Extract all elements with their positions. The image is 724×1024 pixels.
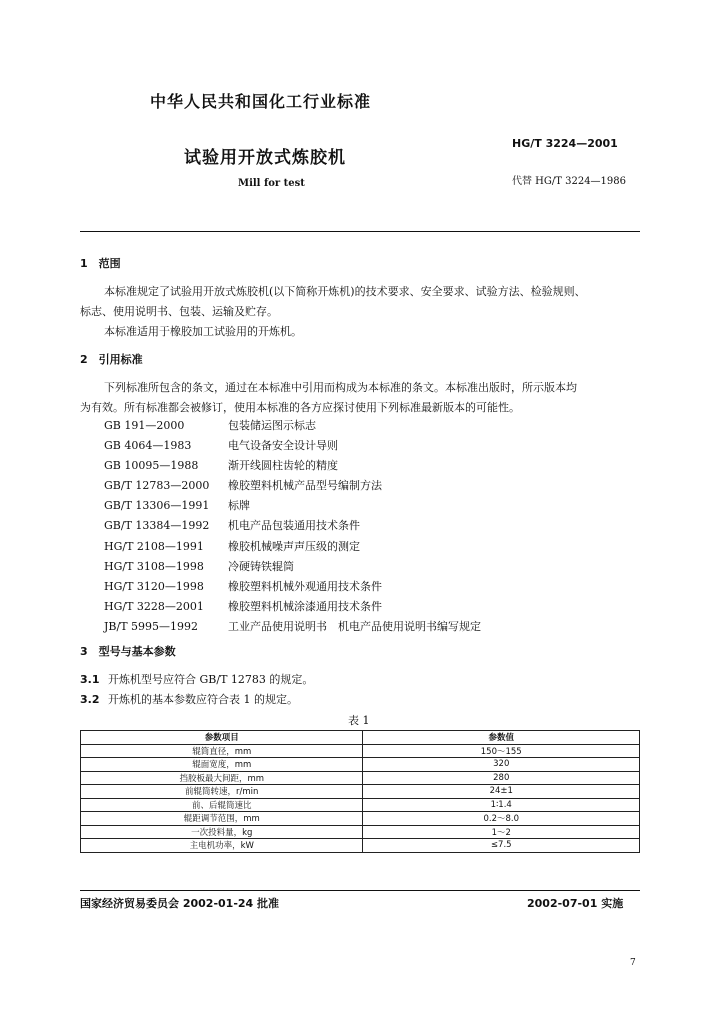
reference-item [104, 497, 481, 517]
reference-number: GB/T 13306—1991 [104, 499, 210, 513]
reference-title: 橡胶塑料机械产品型号编制方法 [228, 479, 382, 493]
english-title: Mill for test [238, 178, 305, 189]
reference-item [104, 618, 481, 638]
standard-code: HG/T 3224—2001 [512, 137, 618, 150]
section-1-paragraph: 本标准适用于橡胶加工试验用的开炼机。 [104, 325, 302, 338]
reference-number: GB 4064—1983 [104, 439, 192, 453]
section-2-intro-line: 下列标准所包含的条文，通过在本标准中引用而构成为本标准的条文。本标准出版时，所示版本均 [104, 381, 577, 394]
table-cell: 辊面宽度，mm [81, 758, 363, 772]
reference-item [104, 417, 481, 437]
reference-title: 冷硬铸铁辊筒 [228, 559, 294, 573]
reference-number: GB 191—2000 [104, 419, 185, 432]
table-header-row [81, 731, 640, 745]
table-cell: 150～155 [363, 744, 640, 758]
table-cell: 0.2～8.0 [363, 812, 640, 826]
reference-number: HG/T 3108—1998 [104, 559, 204, 573]
table-cell: 一次投料量，kg [81, 825, 363, 839]
footer-divider [80, 890, 640, 891]
reference-item [104, 598, 481, 618]
table-row [81, 812, 640, 826]
table-cell: 1∶1.4 [363, 798, 640, 812]
clause-text: 开炼机的基本参数应符合表 1 的规定。 [108, 693, 298, 706]
clause-3-1 [80, 671, 313, 687]
table-cell: 挡胶板最大间距，mm [81, 771, 363, 785]
clause-number: 3.1 [80, 673, 100, 686]
reference-title: 橡胶塑料机械涂漆通用技术条件 [228, 599, 382, 613]
table-cell: 320 [363, 758, 640, 772]
reference-number: GB/T 12783—2000 [104, 479, 210, 493]
reference-title: 机电产品包装通用技术条件 [228, 519, 360, 533]
table-header-cell: 参数值 [363, 731, 640, 745]
reference-number: GB 10095—1988 [104, 459, 199, 473]
reference-title: 标牌 [228, 499, 250, 513]
table-row [81, 825, 640, 839]
table-cell: 辊筒直径，mm [81, 744, 363, 758]
reference-title: 橡胶塑料机械外观通用技术条件 [228, 579, 382, 593]
reference-title: 橡胶机械噪声声压级的测定 [228, 539, 360, 553]
reference-number: HG/T 3120—1998 [104, 579, 204, 593]
reference-item [104, 457, 481, 477]
document-title: 试验用开放式炼胶机 [184, 148, 346, 168]
reference-list [104, 417, 481, 638]
clause-number: 3.2 [80, 693, 100, 706]
clause-3-2 [80, 691, 298, 707]
reference-title: 包装储运图示标志 [228, 419, 316, 432]
reference-title: 工业产品使用说明书 机电产品使用说明书编写规定 [228, 619, 481, 633]
section-1-paragraph-line: 本标准规定了试验用开放式炼胶机(以下简称开炼机)的技术要求、安全要求、试验方法、检验规则、 [104, 285, 586, 298]
table-cell: 24±1 [363, 785, 640, 799]
table-cell: 主电机功率，kW [81, 839, 363, 853]
table-cell: 辊距调节范围，mm [81, 812, 363, 826]
section-2-intro-line: 为有效。所有标准都会被修订，使用本标准的各方应探讨使用下列标准最新版本的可能性。 [80, 401, 520, 414]
table-row [81, 771, 640, 785]
reference-number: JB/T 5995—1992 [104, 619, 199, 633]
table-cell: 前、后辊筒速比 [81, 798, 363, 812]
table-row [81, 758, 640, 772]
section-3-heading: 3 型号与基本参数 [80, 645, 176, 658]
page-number: 7 [630, 958, 636, 968]
table-row [81, 785, 640, 799]
table-row [81, 798, 640, 812]
issuing-organization: 中华人民共和国化工行业标准 [150, 92, 372, 111]
section-2-heading: 2 引用标准 [80, 353, 143, 366]
section-1-heading: 1 范围 [80, 257, 121, 270]
effective-date: 2002-07-01 实施 [527, 897, 624, 910]
reference-item [104, 578, 481, 598]
table-cell: ≤7.5 [363, 839, 640, 853]
table-cell: 1～2 [363, 825, 640, 839]
reference-item [104, 538, 481, 558]
approval-notice: 国家经济贸易委员会 2002-01-24 批准 [80, 897, 280, 910]
table-caption: 表 1 [348, 714, 370, 727]
reference-title: 渐开线圆柱齿轮的精度 [228, 459, 338, 473]
reference-title: 电气设备安全设计导则 [228, 439, 338, 453]
table-row [81, 839, 640, 853]
reference-number: HG/T 2108—1991 [104, 539, 204, 553]
header-divider [80, 231, 640, 232]
table-cell: 280 [363, 771, 640, 785]
reference-item [104, 437, 481, 457]
section-1-paragraph-line: 标志、使用说明书、包装、运输及贮存。 [80, 305, 278, 318]
reference-item [104, 477, 481, 497]
clause-text: 开炼机型号应符合 GB/T 12783 的规定。 [108, 673, 314, 686]
reference-item [104, 558, 481, 578]
replaces-standard: 代替 HG/T 3224—1986 [512, 176, 627, 187]
table-header-cell: 参数项目 [81, 731, 363, 745]
table-row [81, 744, 640, 758]
parameters-table [80, 730, 640, 853]
reference-number: HG/T 3228—2001 [104, 599, 204, 613]
table-cell: 前辊筒转速，r/min [81, 785, 363, 799]
reference-number: GB/T 13384—1992 [104, 519, 210, 533]
reference-item [104, 517, 481, 537]
